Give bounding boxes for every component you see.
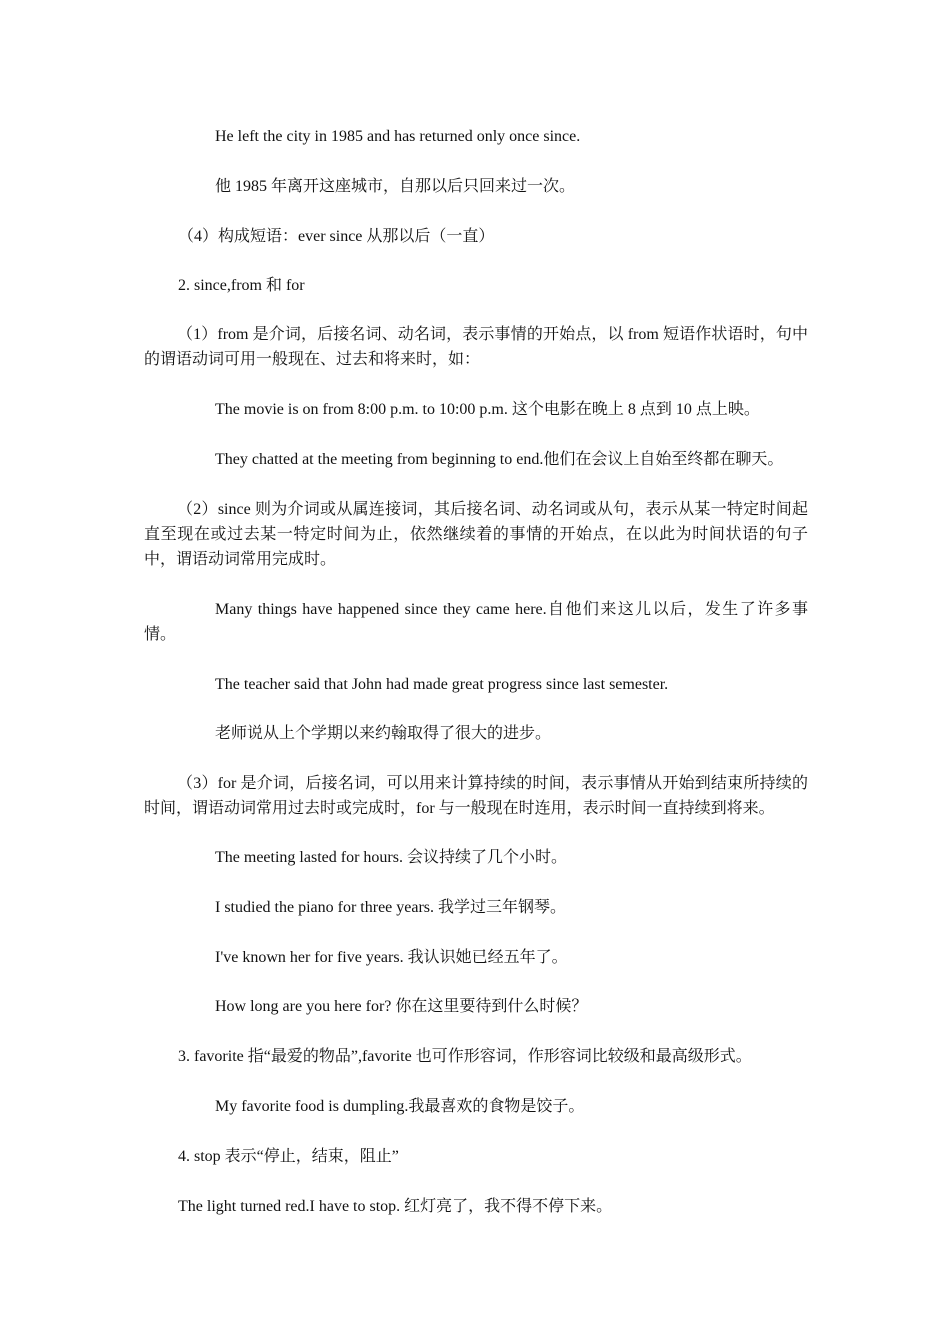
explanation-paragraph: （3）for 是介词，后接名词，可以用来计算持续的时间，表示事情从开始到结束所持续的时间，谓语动词常用过去时或完成时，for 与一般现在时连用，表示时间一直持续到将来。 — [144, 775, 808, 817]
example-sentence: My favorite food is dumpling.我最喜欢的食物是饺子。 — [215, 1098, 585, 1115]
example-sentence: The teacher said that John had made great progress since last semester. — [215, 676, 669, 693]
example-sentence: The movie is on from 8:00 p.m. to 10:00 p.m. 这个电影在晚上 8 点到 10 点上映。 — [215, 401, 760, 418]
example-sentence: How long are you here for? 你在这里要待到什么时候？ — [215, 998, 588, 1015]
note-item: （4）构成短语：ever since 从那以后（一直） — [178, 228, 495, 245]
example-translation: 他 1985 年离开这座城市，自那以后只回来过一次。 — [215, 178, 576, 195]
section-heading: 4. stop 表示“停止，结束，阻止” — [178, 1148, 399, 1165]
example-translation: 老师说从上个学期以来约翰取得了很大的进步。 — [215, 725, 552, 742]
explanation-paragraph: （2）since 则为介词或从属连接词，其后接名词、动名词或从句，表示从某一特定时间起直至现在或过去某一特定时间为止，依然继续着的事情的开始点，在以此为时间状语的句子中，谓语动词常用完成时。 — [144, 501, 808, 568]
example-sentence: He left the city in 1985 and has returned only once since. — [215, 128, 581, 145]
example-sentence: The meeting lasted for hours. 会议持续了几个小时。 — [215, 849, 567, 866]
section-heading: 3. favorite 指“最爱的物品”,favorite 也可作形容词，作形容词比较级和最高级形式。 — [178, 1048, 752, 1065]
explanation-paragraph: （1）from 是介词，后接名词、动名词，表示事情的开始点，以 from 短语作状语时，句中的谓语动词可用一般现在、过去和将来时，如： — [144, 326, 808, 368]
example-sentence: The light turned red.I have to stop. 红灯亮了，我不得不停下来。 — [178, 1198, 613, 1215]
example-sentence: They chatted at the meeting from beginning to end.他们在会议上自始至终都在聊天。 — [215, 451, 784, 468]
example-paragraph: Many things have happened since they came here.自他们来这儿以后，发生了许多事情。 — [144, 601, 808, 643]
example-sentence: I studied the piano for three years. 我学过三年钢琴。 — [215, 899, 567, 916]
example-sentence: I've known her for five years. 我认识她已经五年了。 — [215, 949, 568, 966]
section-heading: 2. since,from 和 for — [178, 277, 305, 294]
